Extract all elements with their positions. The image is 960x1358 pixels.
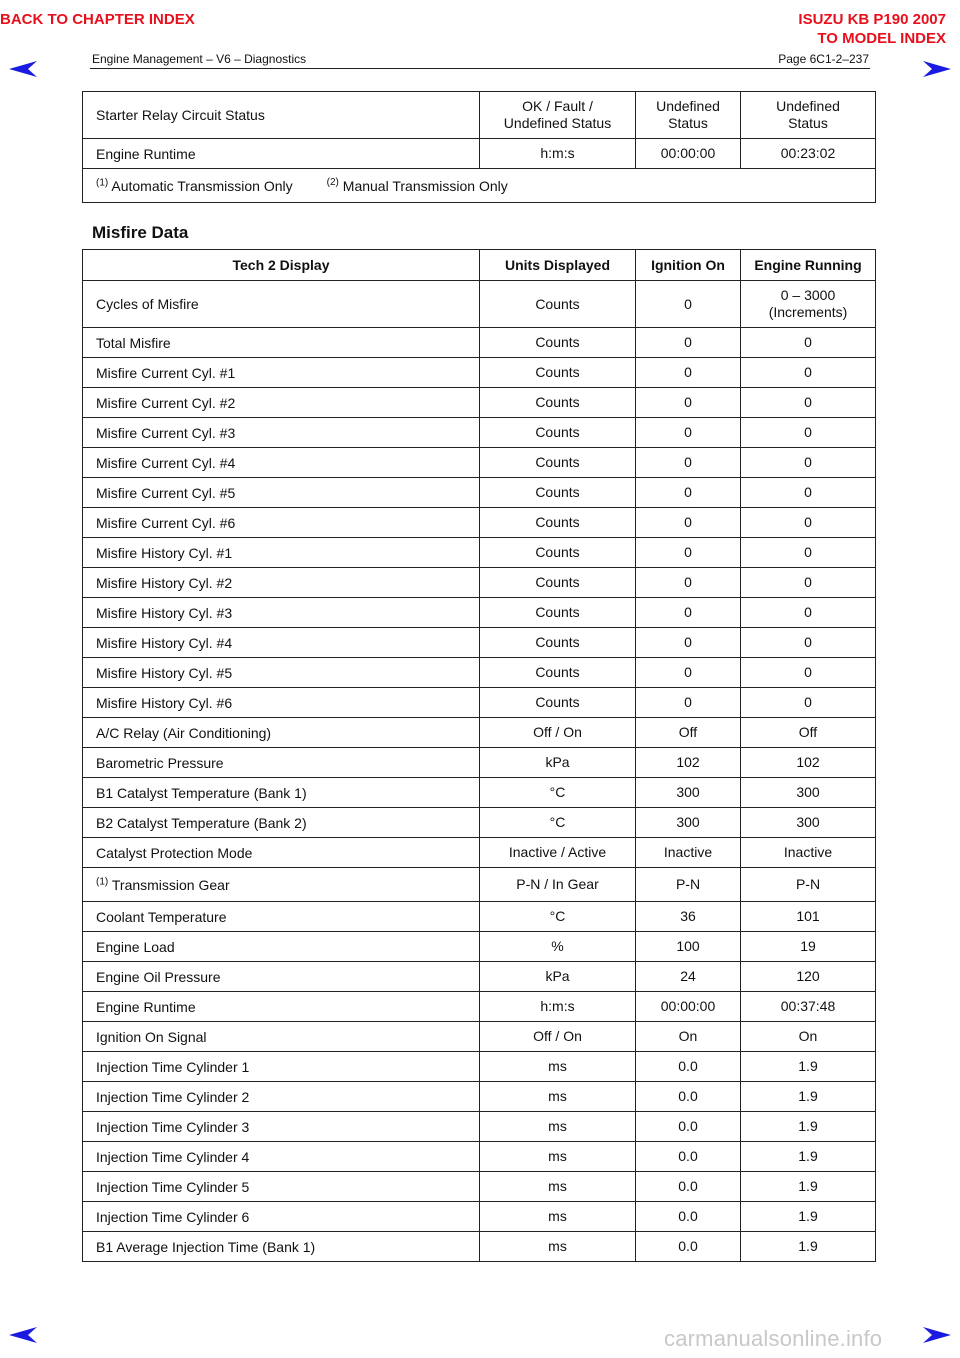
ignition-on-value: 0.0: [636, 1172, 741, 1202]
units-value: Counts: [480, 448, 636, 478]
parameter-name: Barometric Pressure: [83, 748, 480, 778]
ignition-on-value: 00:00:00: [636, 992, 741, 1022]
engine-running-value: 0: [741, 478, 876, 508]
ignition-on-value: Undefined Status: [636, 92, 741, 139]
parameter-name: Misfire History Cyl. #6: [83, 688, 480, 718]
table-row: [83, 808, 876, 838]
ignition-on-value: 0: [636, 281, 741, 328]
parameter-name: Injection Time Cylinder 6: [83, 1202, 480, 1232]
units-value: Counts: [480, 508, 636, 538]
units-value: h:m:s: [480, 139, 636, 169]
units-value: ms: [480, 1112, 636, 1142]
parameter-name: Total Misfire: [83, 328, 480, 358]
header-divider: [90, 68, 870, 69]
table-row: [83, 418, 876, 448]
parameter-name: Misfire Current Cyl. #4: [83, 448, 480, 478]
parameter-name: Engine Oil Pressure: [83, 962, 480, 992]
engine-running-value: 0: [741, 538, 876, 568]
parameter-name: Misfire Current Cyl. #5: [83, 478, 480, 508]
table-row: [83, 1232, 876, 1262]
units-value: ms: [480, 1202, 636, 1232]
engine-running-value: 0: [741, 388, 876, 418]
engine-running-value: 0: [741, 508, 876, 538]
units-value: ms: [480, 1172, 636, 1202]
units-value: Inactive / Active: [480, 838, 636, 868]
model-title-link[interactable]: ISUZU KB P190 2007: [798, 11, 946, 28]
parameter-name: Engine Runtime: [83, 139, 480, 169]
engine-running-value: 300: [741, 778, 876, 808]
units-value: Counts: [480, 328, 636, 358]
engine-running-value: 0: [741, 568, 876, 598]
units-value: Counts: [480, 688, 636, 718]
table-row: [83, 992, 876, 1022]
parameter-name: Catalyst Protection Mode: [83, 838, 480, 868]
parameter-name: B1 Average Injection Time (Bank 1): [83, 1232, 480, 1262]
units-value: Off / On: [480, 718, 636, 748]
ignition-on-value: 00:00:00: [636, 139, 741, 169]
ignition-on-value: 0.0: [636, 1142, 741, 1172]
table-row: [83, 281, 876, 328]
engine-running-value: Off: [741, 718, 876, 748]
table-row: [83, 718, 876, 748]
footnote-mark-1: (1): [96, 176, 109, 188]
parameter-name: Starter Relay Circuit Status: [83, 92, 480, 139]
ignition-on-value: 0.0: [636, 1202, 741, 1232]
prev-page-bottom-arrow-icon[interactable]: [8, 1326, 38, 1344]
engine-running-value: 19: [741, 932, 876, 962]
parameter-name: Misfire History Cyl. #4: [83, 628, 480, 658]
table-row: [83, 1172, 876, 1202]
units-value: P-N / In Gear: [480, 868, 636, 902]
table-row: [83, 1142, 876, 1172]
units-value: Off / On: [480, 1022, 636, 1052]
engine-running-value: 0: [741, 448, 876, 478]
parameter-name: Misfire History Cyl. #5: [83, 658, 480, 688]
parameter-name: Misfire Current Cyl. #3: [83, 418, 480, 448]
cell-text: Transmission Gear: [111, 876, 230, 893]
engine-running-value: 0: [741, 628, 876, 658]
continued-data-table: [82, 91, 876, 203]
engine-running-value: 1.9: [741, 1232, 876, 1262]
ignition-on-value: 300: [636, 808, 741, 838]
header-units-displayed: Units Displayed: [480, 250, 636, 281]
units-value: Counts: [480, 628, 636, 658]
units-value: °C: [480, 902, 636, 932]
table-row: [83, 902, 876, 932]
units-value: Counts: [480, 598, 636, 628]
ignition-on-value: 0: [636, 388, 741, 418]
footnote-row: [83, 169, 876, 203]
parameter-name: Injection Time Cylinder 3: [83, 1112, 480, 1142]
ignition-on-value: 102: [636, 748, 741, 778]
parameter-name: Misfire Current Cyl. #6: [83, 508, 480, 538]
engine-running-value: 1.9: [741, 1172, 876, 1202]
ignition-on-value: 0: [636, 328, 741, 358]
misfire-table-body: [83, 281, 876, 1262]
ignition-on-value: 0.0: [636, 1052, 741, 1082]
parameter-name: B1 Catalyst Temperature (Bank 1): [83, 778, 480, 808]
units-value: kPa: [480, 748, 636, 778]
units-value: Counts: [480, 418, 636, 448]
ignition-on-value: 36: [636, 902, 741, 932]
misfire-data-table: [82, 249, 876, 1262]
table-row: [83, 538, 876, 568]
parameter-name: B2 Catalyst Temperature (Bank 2): [83, 808, 480, 838]
engine-running-value: 0: [741, 418, 876, 448]
engine-running-value: 102: [741, 748, 876, 778]
units-value: Counts: [480, 658, 636, 688]
engine-running-value: 0: [741, 598, 876, 628]
table-row: [83, 568, 876, 598]
units-value: Counts: [480, 358, 636, 388]
table-row: [83, 962, 876, 992]
parameter-name: Engine Runtime: [83, 992, 480, 1022]
engine-running-value: 00:37:48: [741, 992, 876, 1022]
back-to-chapter-index-link[interactable]: BACK TO CHAPTER INDEX: [0, 11, 195, 28]
table-row: [83, 628, 876, 658]
footnote-text-2: Manual Transmission Only: [342, 177, 508, 194]
ignition-on-value: P-N: [636, 868, 741, 902]
header-ignition-on: Ignition On: [636, 250, 741, 281]
units-value: h:m:s: [480, 992, 636, 1022]
table-row: [83, 448, 876, 478]
parameter-name: Engine Load: [83, 932, 480, 962]
engine-running-value: 101: [741, 902, 876, 932]
table-row: [83, 1022, 876, 1052]
engine-running-value: P-N: [741, 868, 876, 902]
units-value: Counts: [480, 538, 636, 568]
watermark-text: carmanualsonline.info: [664, 1326, 883, 1351]
table-row: [83, 748, 876, 778]
ignition-on-value: 0: [636, 538, 741, 568]
page-number: Page 6C1-2–237: [778, 52, 869, 66]
ignition-on-value: 0.0: [636, 1112, 741, 1142]
engine-running-value: 0: [741, 328, 876, 358]
parameter-name: Misfire Current Cyl. #2: [83, 388, 480, 418]
table-row: [83, 688, 876, 718]
ignition-on-value: 24: [636, 962, 741, 992]
engine-running-value: 0: [741, 658, 876, 688]
header-tech2-display: Tech 2 Display: [83, 250, 480, 281]
ignition-on-value: 0: [636, 418, 741, 448]
ignition-on-value: 0: [636, 478, 741, 508]
footnote-mark: (1): [96, 875, 109, 887]
ignition-on-value: 0.0: [636, 1082, 741, 1112]
ignition-on-value: On: [636, 1022, 741, 1052]
next-page-arrow-icon[interactable]: [922, 60, 952, 78]
document-section-header: Engine Management – V6 – Diagnostics: [92, 52, 307, 66]
units-value: kPa: [480, 962, 636, 992]
engine-running-value: 00:23:02: [741, 139, 876, 169]
parameter-name: Misfire History Cyl. #1: [83, 538, 480, 568]
table-row: [83, 778, 876, 808]
parameter-name: Misfire History Cyl. #3: [83, 598, 480, 628]
engine-running-value: 1.9: [741, 1052, 876, 1082]
engine-running-value: 1.9: [741, 1202, 876, 1232]
units-value: Counts: [480, 478, 636, 508]
units-value: ms: [480, 1082, 636, 1112]
table-row: [83, 658, 876, 688]
parameter-name: Ignition On Signal: [83, 1022, 480, 1052]
footnote-mark-2: (2): [326, 176, 339, 188]
ignition-on-value: 0: [636, 508, 741, 538]
parameter-name: Injection Time Cylinder 2: [83, 1082, 480, 1112]
prev-page-arrow-icon[interactable]: [8, 60, 38, 78]
table-header-row: [83, 250, 876, 281]
engine-running-value: 120: [741, 962, 876, 992]
table-row: [83, 932, 876, 962]
ignition-on-value: 0: [636, 568, 741, 598]
table-row: [83, 139, 876, 169]
ignition-on-value: 0: [636, 688, 741, 718]
units-value: Counts: [480, 388, 636, 418]
table-row: [83, 598, 876, 628]
engine-running-value: 0: [741, 358, 876, 388]
header-engine-running: Engine Running: [741, 250, 876, 281]
ignition-on-value: 0: [636, 658, 741, 688]
table-row: [83, 838, 876, 868]
units-value: %: [480, 932, 636, 962]
units-value: ms: [480, 1052, 636, 1082]
table-row: [83, 1112, 876, 1142]
table-row: [83, 508, 876, 538]
parameter-name: Misfire History Cyl. #2: [83, 568, 480, 598]
parameter-name: [83, 868, 480, 902]
ignition-on-value: 100: [636, 932, 741, 962]
engine-running-value: 1.9: [741, 1082, 876, 1112]
ignition-on-value: 0: [636, 358, 741, 388]
ignition-on-value: 0: [636, 628, 741, 658]
ignition-on-value: Inactive: [636, 838, 741, 868]
engine-running-value: 0 – 3000 (Increments): [741, 281, 876, 328]
parameter-name: Coolant Temperature: [83, 902, 480, 932]
ignition-on-value: Off: [636, 718, 741, 748]
table-row: [83, 328, 876, 358]
footnote-text-1: Automatic Transmission Only: [111, 177, 293, 194]
ignition-on-value: 0: [636, 598, 741, 628]
table-row: [83, 868, 876, 902]
table-row: [83, 358, 876, 388]
engine-running-value: 300: [741, 808, 876, 838]
engine-running-value: Inactive: [741, 838, 876, 868]
table-row: [83, 388, 876, 418]
section-title: Misfire Data: [92, 223, 189, 242]
parameter-name: Injection Time Cylinder 4: [83, 1142, 480, 1172]
engine-running-value: 1.9: [741, 1142, 876, 1172]
engine-running-value: On: [741, 1022, 876, 1052]
next-page-bottom-arrow-icon[interactable]: [922, 1326, 952, 1344]
continued-table-body: [83, 92, 876, 203]
parameter-name: A/C Relay (Air Conditioning): [83, 718, 480, 748]
units-value: ms: [480, 1232, 636, 1262]
table-row: [83, 1082, 876, 1112]
units-value: °C: [480, 778, 636, 808]
units-value: ms: [480, 1142, 636, 1172]
engine-running-value: 0: [741, 688, 876, 718]
ignition-on-value: 0: [636, 448, 741, 478]
ignition-on-value: 300: [636, 778, 741, 808]
units-value: Counts: [480, 568, 636, 598]
parameter-name: Injection Time Cylinder 5: [83, 1172, 480, 1202]
engine-running-value: 1.9: [741, 1112, 876, 1142]
to-model-index-link[interactable]: TO MODEL INDEX: [817, 30, 946, 47]
units-value: OK / Fault / Undefined Status: [480, 92, 636, 139]
engine-running-value: Undefined Status: [741, 92, 876, 139]
parameter-name: Misfire Current Cyl. #1: [83, 358, 480, 388]
table-row: [83, 478, 876, 508]
table-row: [83, 92, 876, 139]
table-row: [83, 1202, 876, 1232]
parameter-name: Injection Time Cylinder 1: [83, 1052, 480, 1082]
ignition-on-value: 0.0: [636, 1232, 741, 1262]
units-value: °C: [480, 808, 636, 838]
table-row: [83, 1052, 876, 1082]
units-value: Counts: [480, 281, 636, 328]
parameter-name: Cycles of Misfire: [83, 281, 480, 328]
footnote-cell: [83, 169, 876, 203]
